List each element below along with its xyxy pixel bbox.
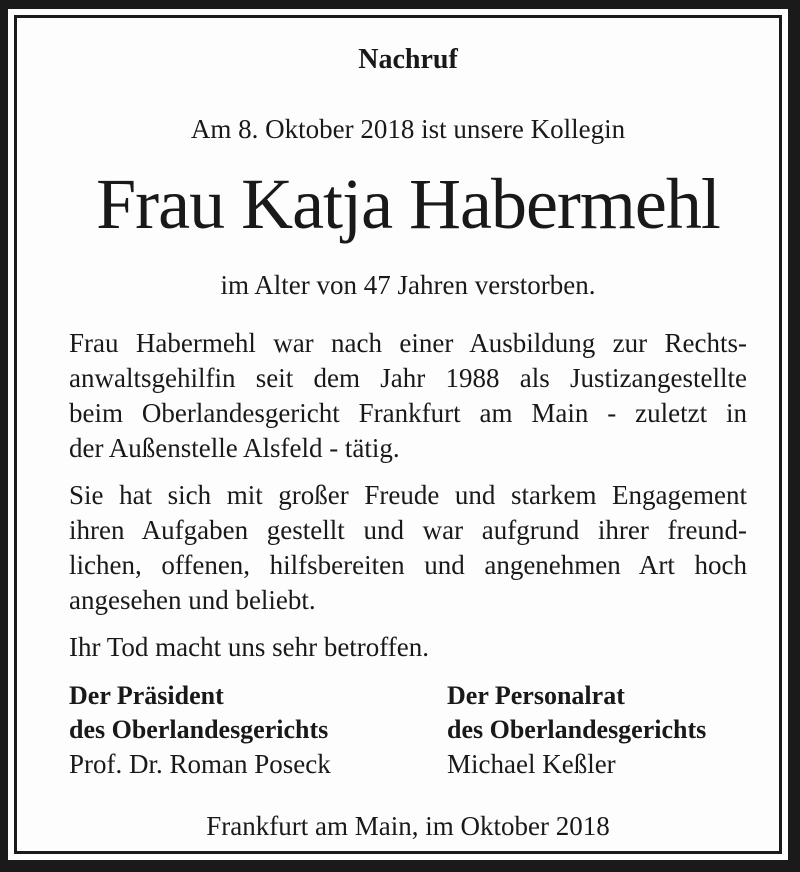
intro-line: Am 8. Oktober 2018 ist unsere Kollegin [190, 114, 626, 144]
signature-role-line: Der Personalrat [447, 681, 625, 710]
paragraph-line: angesehen und beliebt. [69, 585, 316, 615]
paragraph-line: lichen, offenen, hilfsbereiten und angenehmen Art hoch [69, 550, 747, 580]
closing-line: Ihr Tod macht uns sehr betroffen. [69, 632, 430, 662]
signature-role-line: Der Präsident [69, 681, 224, 710]
signature-person-name: Prof. Dr. Roman Poseck [69, 749, 331, 779]
paragraph-line: anwaltsgehilfin seit dem Jahr 1988 als Justizangestellte [69, 363, 747, 393]
deceased-name: Frau Katja Habermehl [96, 164, 720, 244]
signature-block [69, 679, 747, 781]
signature-role-line: des Oberlandesgerichts [447, 715, 707, 744]
paragraph-line: der Außenstelle Alsfeld - tätig. [69, 433, 400, 463]
notice-title: Nachruf [358, 44, 458, 75]
signature-person-name: Michael Keßler [447, 749, 616, 779]
obituary-inner-frame [14, 15, 782, 854]
paragraph-character [69, 478, 747, 618]
place-date-line: Frankfurt am Main, im Oktober 2018 [206, 811, 610, 841]
paragraph-line: beim Oberlandesgericht Frankfurt am Main - zuletzt in [69, 398, 747, 428]
paragraph-line: Frau Habermehl war nach einer Ausbildung zur Rechts- [69, 328, 747, 358]
signature-staff-council [447, 679, 747, 781]
paragraph-line: ihren Aufgaben gestellt und war aufgrund ihrer freund- [69, 515, 747, 545]
paragraph-career [69, 326, 747, 466]
signature-role-line: des Oberlandesgerichts [69, 715, 329, 744]
paragraph-line: Sie hat sich mit großer Freude und starkem Engagement [69, 480, 747, 510]
signature-president [69, 679, 447, 781]
age-line: im Alter von 47 Jahren verstorben. [220, 270, 596, 300]
